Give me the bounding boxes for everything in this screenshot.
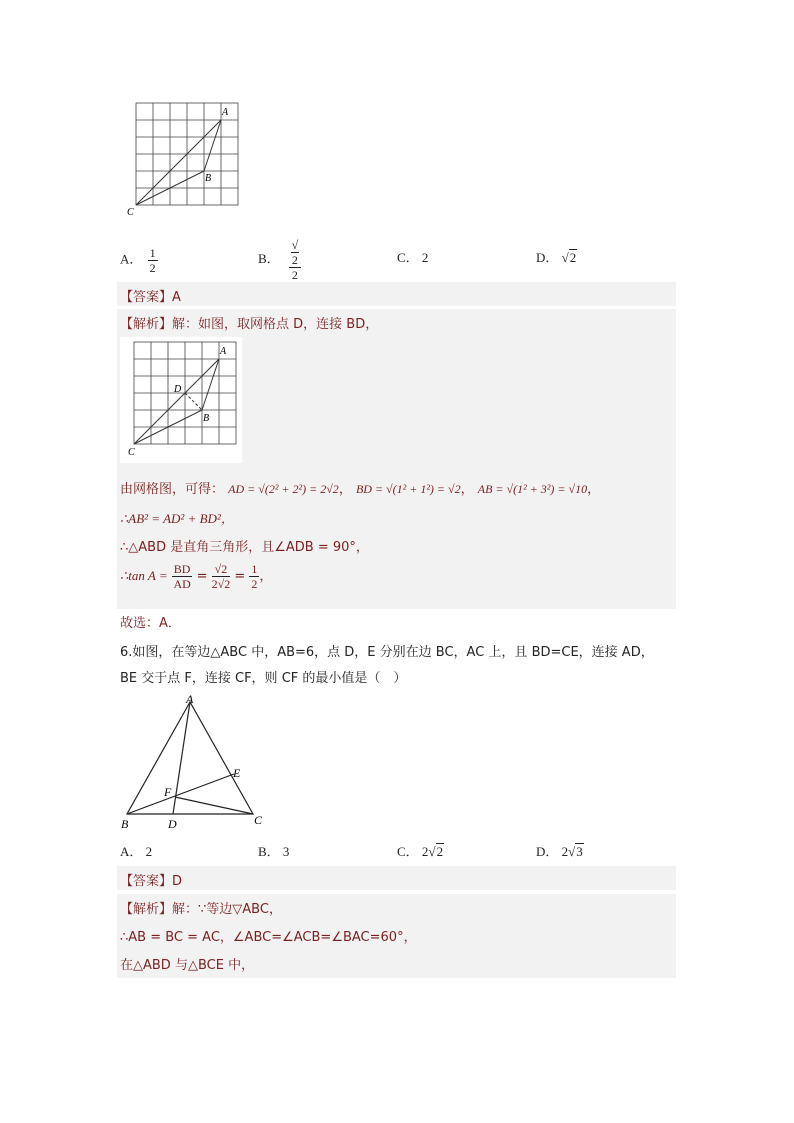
q5-step4: ∴tan A = $\frac{BD}{AD}$ = $\frac{√2}{2√2}$ = $\frac{1}{2}$ ， [120,562,273,591]
q5-option-a: A． $\frac{1}{2}$ [120,246,156,275]
q5-step2: ∴AB² = AD² + BD²， [120,511,234,526]
q5-option-d: D． √2 [536,250,577,265]
q5-grid-figure [125,100,245,220]
q5-step3: ∴△ABD 是直角三角形，且∠ADB = 90°， [120,540,369,555]
q5-step1: 由网格图，可得： AD = √(2² + 2²) = 2√2， BD = √(1² + 1²) = √2， AB = √(1² + 3²) = √10， [120,482,601,497]
q5b-label-c: C [128,447,135,458]
q5-segment-ab [204,120,221,171]
q6-label-f: F [164,785,172,799]
q5-grid-figure-with-d [120,337,242,463]
q6-label-d: D [168,817,177,831]
q6-stem-line1: 6.如图，在等边△ABC 中，AB=6，点 D，E 分别在边 BC，AC 上，且 BD=CE，连接 AD， [120,645,654,660]
q6-label-b: B [121,817,129,831]
q5-option-b: B． √ 2 2 [258,238,301,282]
q5-segment-ca [136,120,221,205]
q6-label-e: E [233,766,241,780]
q6-option-b: B． 3 [258,844,290,859]
q5-label-b: B [205,173,212,184]
q6-answer: 【答案】D [120,874,183,889]
q5-answer: 【答案】A [120,290,181,305]
q5-option-c: C． 2 [397,250,429,265]
q6-option-a: A． 2 [120,844,153,859]
q6-triangle-figure [117,690,277,835]
q6-step2: 在△ABD 与△BCE 中， [120,958,255,973]
q6-answer-band [117,866,676,890]
q5b-label-a: A [220,346,227,357]
q5-label-a: A [222,107,229,118]
q6-step1: ∴AB = BC = AC，∠ABC=∠ACB=∠BAC=60°， [120,930,417,945]
q6-label-a: A [186,692,194,706]
q5-label-c: C [127,207,134,218]
q6-option-c: C． 2√2 [397,844,444,859]
q5b-label-b: B [203,413,210,424]
q5-answer-band [117,282,676,306]
q6-label-c: C [254,813,263,827]
q5b-label-d: D [174,384,182,395]
q5-conclusion: 故选：A． [120,616,181,631]
q6-stem-line2: BE 交于点 F，连接 CF，则 CF 的最小值是（ ） [120,671,407,686]
q6-option-d: D． 2√3 [536,844,583,859]
q6-analysis-intro: 【解析】解：∵等边▽ABC， [120,902,282,917]
q5-analysis-intro: 【解析】解：如图，取网格点 D，连接 BD， [120,317,379,332]
